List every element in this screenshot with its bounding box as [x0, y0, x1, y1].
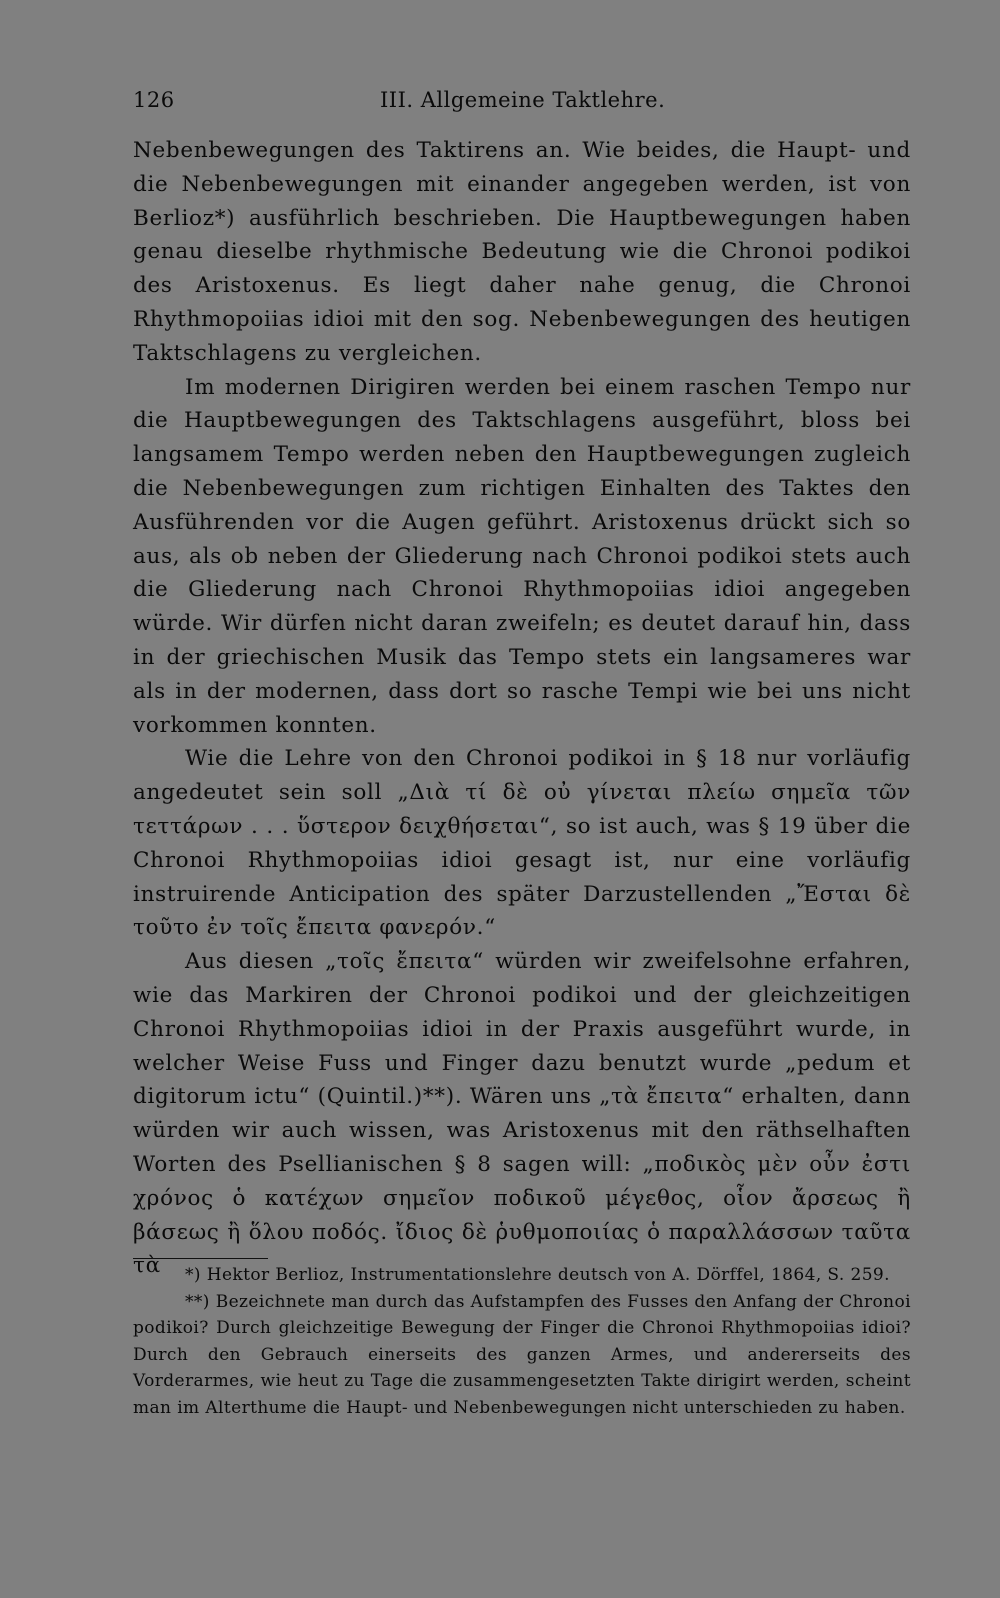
chapter-title: III. Allgemeine Taktlehre. [380, 88, 666, 112]
body-text [133, 134, 911, 1283]
running-head [133, 88, 913, 118]
footnote-berlioz: *) Hektor Berlioz, Instrumentationslehre deutsch von A. Dörffel, 1864, S. 259. [185, 1265, 890, 1285]
footnote-divider [133, 1258, 268, 1259]
footnotes [133, 1262, 911, 1421]
paragraph-continuation: Nebenbewegungen des Taktirens an. Wie beides, die Haupt- und die Nebenbewegungen mit einander angegeben werden, ist von Berlioz*) ausführlich beschrieben. Die Hauptbewegungen haben genau dieselbe rhythmische Bedeutung wie die Chronoi podikoi des Aristoxenus. Es liegt daher nahe genug, die Chronoi Rhythmopoiias idioi mit den sog. Nebenbewegungen des heutigen Taktschlagens zu vergleichen. [133, 138, 911, 366]
paragraph-ta-epeita: Aus diesen „τοῖς ἔπειτα“ würden wir zweifelsohne erfahren, wie das Markiren der Chronoi podikoi und der gleichzeitigen Chronoi Rhythmopoiias idioi in der Praxis ausgeführt wurde, in welcher Weise Fuss und Finger dazu benutzt wurde „pedum et digitorum ictu“ (Quintil.)**). Wären uns „τὰ ἔπειτα“ erhalten, dann würden wir auch wissen, was Aristoxenus mit den räthselhaften Worten des Psellianischen § 8 sagen will: „ποδικὸς μὲν οὖν ἐστι χρόνος ὁ κατέχων σημεῖον ποδικοῦ μέγεθος, οἷον ἄρσεως ἢ βάσεως ἢ ὅλου ποδός. ἴδιος δὲ ῥυθμοποιίας ὁ παραλλάσσων ταῦτα τὰ [133, 949, 911, 1279]
footnote-quintilian: **) Bezeichnete man durch das Aufstampfen des Fusses den Anfang der Chronoi podikoi? Durch gleichzeitige Bewegung der Finger die Chronoi Rhythmopoiias idioi? Durch den Gebrauch einerseits des ganzen Armes, und andererseits des Vorderarmes, wie heut zu Tage die zusammengesetzten Takte dirigirt werden, scheint man im Alterthume die Haupt- und Nebenbewegungen nicht unterschieden zu haben. [133, 1291, 911, 1418]
paragraph-chronoi-podikoi: Wie die Lehre von den Chronoi podikoi in § 18 nur vorläufig angedeutet sein soll „Διὰ τί δὲ οὐ γίνεται πλείω σημεῖα τῶν τεττάρων . . . ὕστερον δειχθήσεται“, so ist auch, was § 19 über die Chronoi Rhythmopoiias idioi gesagt ist, nur eine vorläufig instruirende Anticipation des später Darzustellenden „Ἔσται δὲ τοῦτο ἐν τοῖς ἔπειτα φανερόν.“ [133, 746, 911, 941]
page-number: 126 [133, 88, 175, 112]
paragraph-modern-conducting: Im modernen Dirigiren werden bei einem raschen Tempo nur die Hauptbewegungen des Taktschlagens ausgeführt, bloss bei langsamem Tempo werden neben den Hauptbewegungen zugleich die Nebenbewegungen zum richtigen Einhalten des Taktes den Ausführenden vor die Augen geführt. Aristoxenus drückt sich so aus, als ob neben der Gliederung nach Chronoi podikoi stets auch die Gliederung nach Chronoi Rhythmopoiias idioi angegeben würde. Wir dürfen nicht daran zweifeln; es deutet darauf hin, dass in der griechischen Musik das Tempo stets ein langsameres war als in der modernen, dass dort so rasche Tempi wie bei uns nicht vorkommen konnten. [133, 374, 911, 738]
